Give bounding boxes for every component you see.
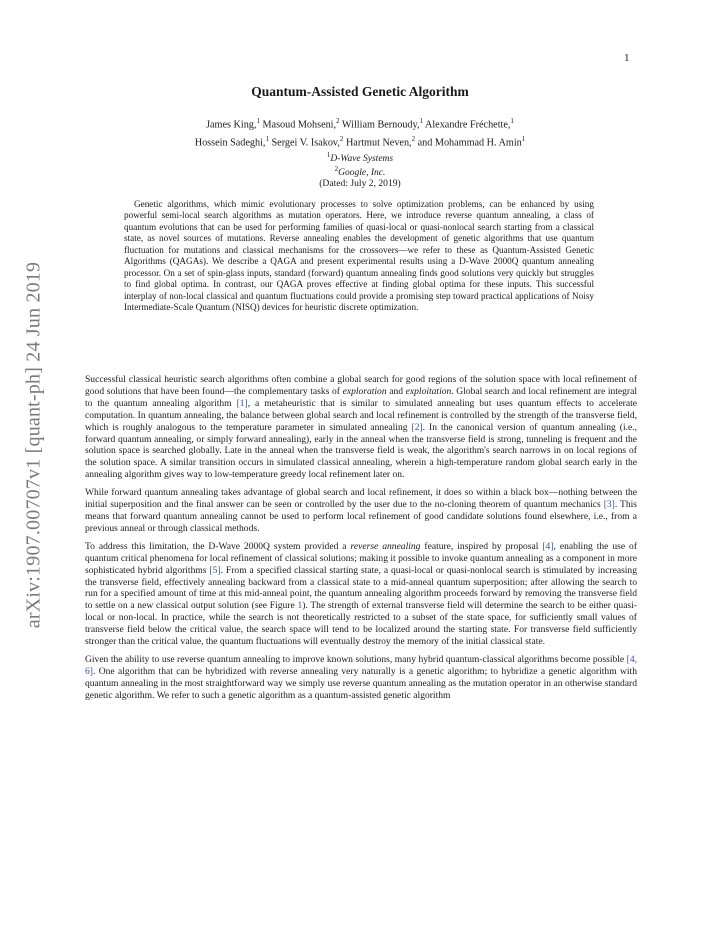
citation-link[interactable]: [5] <box>209 564 221 576</box>
citation-link[interactable]: [4, 6] <box>85 653 637 677</box>
body-paragraph <box>85 654 637 702</box>
affiliation-mark: 2 <box>334 165 339 173</box>
author-name: Hossein Sadeghi, <box>194 137 266 149</box>
paragraph-text: and <box>386 385 406 397</box>
paragraph-text: To address this limitation, the D-Wave 2000Q system provided a <box>85 540 351 552</box>
author-affiliation-mark: 2 <box>411 135 416 144</box>
affiliation-mark: 1 <box>326 151 331 159</box>
body-paragraph <box>85 541 637 648</box>
author-name: Alexandre Fréchette, <box>423 119 511 131</box>
affiliation-name: D-Wave Systems <box>330 154 394 165</box>
emphasized-term: exploitation <box>405 385 452 397</box>
citation-link[interactable]: 1 <box>297 600 303 612</box>
paragraph-text: . This means that forward quantum annealing cannot be used to perform local refinement of good candidate solutions found elsewhere, i.e., from a previous anneal or through classical methods. <box>85 499 637 534</box>
author-name: and Mohammad H. Amin <box>415 137 522 149</box>
body-paragraph <box>85 487 637 535</box>
paragraph-text: . One algorithm that can be hybridized with reverse annealing very naturally is a genetic algorithm; to hybridize a genetic algorithm with quantum annealing in the most straightforward way we simply use reverse quantum annealing as the mutation operator in an otherwise standard genetic algorithm. We refer to such a genetic algorithm as a quantum-assisted genetic algorithm <box>85 665 637 701</box>
dated-line: (Dated: July 2, 2019) <box>319 178 401 189</box>
emphasized-term: exploration <box>342 385 387 397</box>
author-name: Sergei V. Isakov, <box>268 137 340 149</box>
paragraph-text: . In the canonical version of quantum annealing (i.e., forward quantum annealing, or simply forward annealing), early in the anneal when the transverse field is strong, tunneling is frequent and the solution space is searched globally. Late in the anneal when the transverse field is weak, the algorithm's search narrows in on local regions of the solution space. A similar transition occurs in simulated classical annealing, wherein a high-temperature random global search early in the annealing algorithm gives way to low-temperature greedy local refinement later on. <box>85 421 637 481</box>
author-affiliation-mark: 1 <box>419 117 424 125</box>
citation-link[interactable]: [4] <box>542 540 554 552</box>
author-name: William Bernoudy, <box>339 119 420 131</box>
paragraph-text: , enabling the use of quantum critical phenomena for local refinement of classical solutions; making it possible to invoke quantum annealing as a component in more sophisticated hybrid algorithms <box>85 540 638 576</box>
author-line <box>120 114 600 132</box>
citation-link[interactable]: [2] <box>411 421 423 433</box>
arxiv-stamp <box>6 240 62 650</box>
page-number: 1 <box>624 52 630 64</box>
paragraph-text: , a metaheuristic that is similar to simulated annealing but uses quantum effects to accelerate computation. In quantum annealing, the balance between global search and local refinement is controlled by the strength of the transverse field, which is roughly analogous to the temperature parameter in simulated annealing <box>85 397 637 433</box>
paragraph-text: feature, inspired by proposal <box>420 540 543 552</box>
paper-title: Quantum-Assisted Genetic Algorithm <box>251 84 469 99</box>
author-name: Masoud Mohseni, <box>259 119 337 131</box>
paragraph-text: Successful classical heuristic search algorithms often combine a global search for good regions of the solution space with local refinement of good solutions that have been found—the complementary tasks of <box>85 374 637 397</box>
citation-link[interactable]: [1] <box>236 397 248 409</box>
author-affiliation-mark: 1 <box>265 135 269 144</box>
affiliation-name: Google, Inc. <box>338 168 386 179</box>
author-affiliation-mark: 1 <box>256 117 260 125</box>
citation-link[interactable]: [3] <box>603 499 615 511</box>
body-text <box>85 374 637 708</box>
author-affiliation-mark: 1 <box>521 135 526 144</box>
author-affiliation-mark: 1 <box>510 117 514 125</box>
paragraph-text: Given the ability to use reverse quantum annealing to improve known solutions, many hybrid quantum-classical algorithms become possible <box>85 653 627 665</box>
arxiv-identifier: arXiv:1907.00707v1 [quant-ph] 24 Jun 2019 <box>22 261 45 629</box>
author-name: Hartmut Neven, <box>343 137 412 149</box>
emphasized-term: reverse annealing <box>350 540 421 552</box>
author-affiliation-mark: 2 <box>336 117 340 125</box>
author-list <box>120 114 600 151</box>
paragraph-text: ). The strength of external transverse field will determine the search to be either quasi-local or non-local. In practice, while the search is not theoretically restricted to a subset of the state space, for sufficiently small values of transverse field below the critical value, the search space will tend to be localized around the starting state. For transverse field sufficiently stronger than the critical value, the quantum fluctuations will eventually destroy the memory of the initial classical state. <box>85 600 637 648</box>
author-affiliation-mark: 2 <box>339 135 344 144</box>
paragraph-text: . From a specified classical starting state, a quasi-local or quasi-nonlocal search is stimulated by increasing the transverse field, effectively annealing backward from a classical state to a mid-anneal quantum superposition; after allowing the search to run for a specified amount of time at this mid-anneal point, the quantum annealing algorithm proceeds forward by removing the transverse field to settle on a new classical output solution (see Figure <box>85 564 637 612</box>
abstract: Genetic algorithms, which mimic evolutionary processes to solve optimization problems, can be enhanced by using powerful semi-local search algorithms as mutation operators. Here, we introduce reverse quantum annealing, a class of quantum evolutions that can be used for performing families of quasi-local or quasi-nonlocal search starting from a classical state, as novel sources of mutations. Reverse annealing enables the development of genetic algorithms that use quantum fluctuation for mutations and classical mechanisms for the crossovers—we refer to these as Quantum-Assisted Genetic Algorithms (QAGAs). We describe a QAGA and present experimental results using a D-Wave 2000Q quantum annealing processor. On a set of spin-glass inputs, standard (forward) quantum annealing finds good solutions very quickly but struggles to find global optima. In contrast, our QAGA proves effective at finding global optima for these inputs. This successful interplay of non-local classical and quantum fluctuations could provide a promising step toward practical applications of Noisy Intermediate-Scale Quantum (NISQ) devices for heuristic discrete optimization. <box>124 199 594 313</box>
paragraph-text: While forward quantum annealing takes advantage of global search and local refinement, it does so within a black box—nothing between the initial superposition and the final answer can be seen or controlled by the user due to the no-cloning theorem of quantum mechanics <box>85 487 637 511</box>
paragraph-text: . Global search and local refinement are integral to the quantum annealing algorithm <box>85 385 637 409</box>
body-paragraph <box>85 374 637 481</box>
author-name: James King, <box>206 119 257 131</box>
